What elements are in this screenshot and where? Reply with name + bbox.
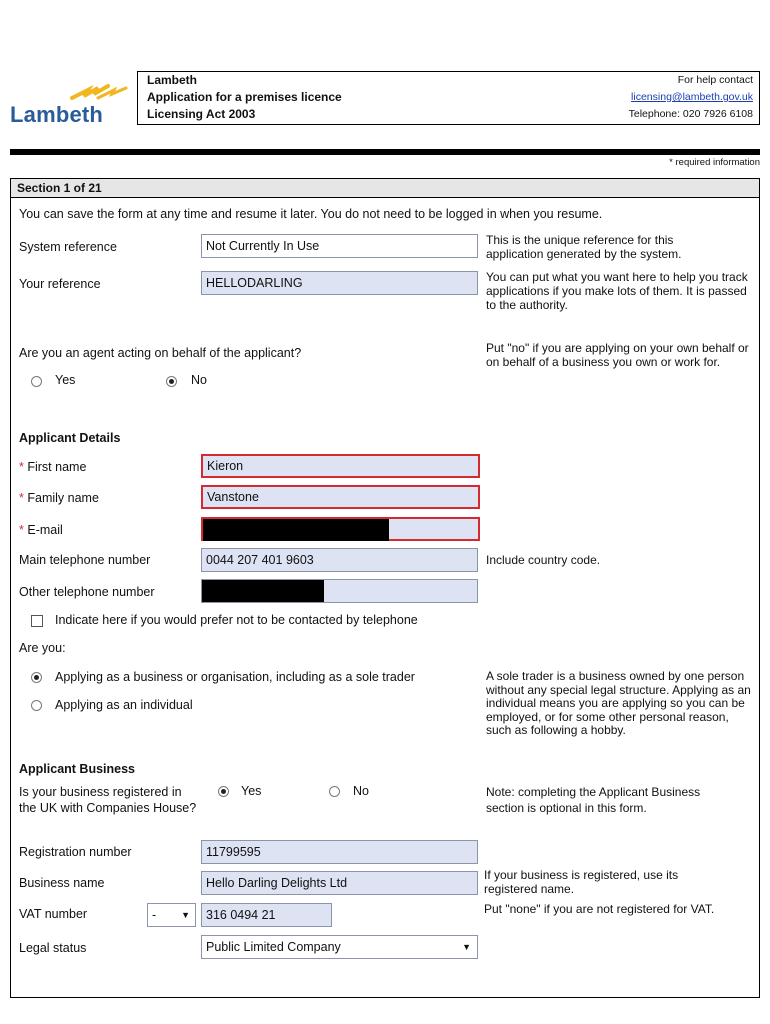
first-name-label: [19, 460, 86, 474]
header-box: [137, 71, 760, 125]
first-name-label-text: First name: [27, 460, 87, 474]
lambeth-logo: [10, 80, 132, 128]
agent-yes-label: Yes: [55, 373, 76, 387]
no-phone-label: Indicate here if you would prefer not to be contacted by telephone: [55, 613, 418, 627]
vat-help: Put "none" if you are not registered for VAT.: [484, 902, 715, 916]
header-rule: [10, 149, 760, 155]
business-radio[interactable]: [31, 672, 42, 683]
system-ref-label: System reference: [19, 240, 117, 254]
vat-prefix-select[interactable]: [147, 903, 196, 927]
legal-status-label: Legal status: [19, 941, 87, 955]
vat-label: VAT number: [19, 907, 88, 921]
individual-radio-label: Applying as an individual: [55, 698, 193, 712]
main-phone-help: Include country code.: [486, 553, 601, 567]
first-name-input[interactable]: Kieron: [201, 454, 480, 478]
main-phone-input[interactable]: 0044 207 401 9603: [201, 548, 478, 572]
main-phone-label: Main telephone number: [19, 553, 151, 567]
section-intro: You can save the form at any time and resume it later. You do not need to be logged in when you resume.: [19, 207, 603, 221]
business-heading: Applicant Business: [19, 762, 135, 776]
business-name-label: Business name: [19, 876, 105, 890]
your-ref-input[interactable]: HELLODARLING: [201, 271, 478, 295]
registered-question: Is your business registered in the UK with Companies House?: [19, 785, 197, 815]
applicant-heading: Applicant Details: [19, 431, 121, 445]
system-ref-field[interactable]: Not Currently In Use: [201, 234, 478, 258]
help-phone: Telephone: 020 7926 6108: [628, 108, 753, 120]
business-name-help: If your business is registered, use its registered name.: [484, 868, 679, 896]
vat-input[interactable]: 316 0494 21: [201, 903, 332, 927]
other-phone-input[interactable]: [201, 579, 478, 603]
legal-status-value: Public Limited Company: [206, 940, 341, 954]
section-heading: Section 1 of 21: [11, 179, 759, 198]
registered-help: Note: completing the Applicant Business section is optional in this form.: [486, 785, 701, 815]
reg-number-label: Registration number: [19, 845, 132, 859]
redaction-block: [203, 519, 389, 541]
chevron-down-icon: ▼: [462, 942, 471, 952]
agent-no-radio[interactable]: [166, 376, 177, 387]
redaction-block: [202, 580, 324, 602]
registered-yes-label: Yes: [241, 784, 262, 798]
required-star: *: [19, 460, 24, 474]
reg-number-input[interactable]: 11799595: [201, 840, 478, 864]
chevron-down-icon: ▼: [181, 910, 190, 920]
family-name-label: [19, 491, 99, 505]
email-input[interactable]: [201, 517, 480, 541]
required-note: * required information: [669, 157, 760, 168]
vat-prefix-value: -: [152, 908, 157, 922]
agent-yes-radio[interactable]: [31, 376, 42, 387]
help-label: For help contact: [677, 74, 753, 86]
header-act: Licensing Act 2003: [147, 107, 256, 121]
system-ref-help: This is the unique reference for this application generated by the system.: [486, 233, 682, 261]
registered-no-radio[interactable]: [329, 786, 340, 797]
no-phone-checkbox[interactable]: [31, 615, 43, 627]
email-label-text: E-mail: [27, 523, 63, 537]
email-label: [19, 523, 63, 537]
family-name-label-text: Family name: [27, 491, 99, 505]
header-org: Lambeth: [147, 73, 198, 87]
individual-radio[interactable]: [31, 700, 42, 711]
business-name-input[interactable]: Hello Darling Delights Ltd: [201, 871, 478, 895]
legal-status-select[interactable]: [201, 935, 478, 959]
business-radio-label: Applying as a business or organisation, including as a sole trader: [55, 670, 415, 684]
required-star: *: [19, 491, 24, 505]
help-email-link[interactable]: licensing@lambeth.gov.uk: [631, 91, 753, 103]
family-name-input[interactable]: Vanstone: [201, 485, 480, 509]
logo-text: Lambeth: [10, 102, 104, 127]
agent-help: Put "no" if you are applying on your own behalf or on behalf of a business you own or work for.: [486, 341, 749, 369]
agent-no-label: No: [191, 373, 207, 387]
other-phone-label: Other telephone number: [19, 585, 155, 599]
registered-yes-radio[interactable]: [218, 786, 229, 797]
registered-no-label: No: [353, 784, 369, 798]
are-you-label: Are you:: [19, 641, 66, 655]
are-you-help: A sole trader is a business owned by one person without any special legal structure. Applying as an individual means you are applying so you can be employed, or for some other personal reason, such as following a hobby.: [486, 669, 751, 737]
header-title: Application for a premises licence: [147, 90, 342, 104]
agent-question: Are you an agent acting on behalf of the applicant?: [19, 346, 302, 360]
your-ref-label: Your reference: [19, 277, 101, 291]
required-star: *: [19, 523, 24, 537]
your-ref-help: You can put what you want here to help you track applications if you make lots of them. It is passed to the authority.: [486, 270, 748, 312]
logo-swoosh-icon: [68, 82, 134, 104]
